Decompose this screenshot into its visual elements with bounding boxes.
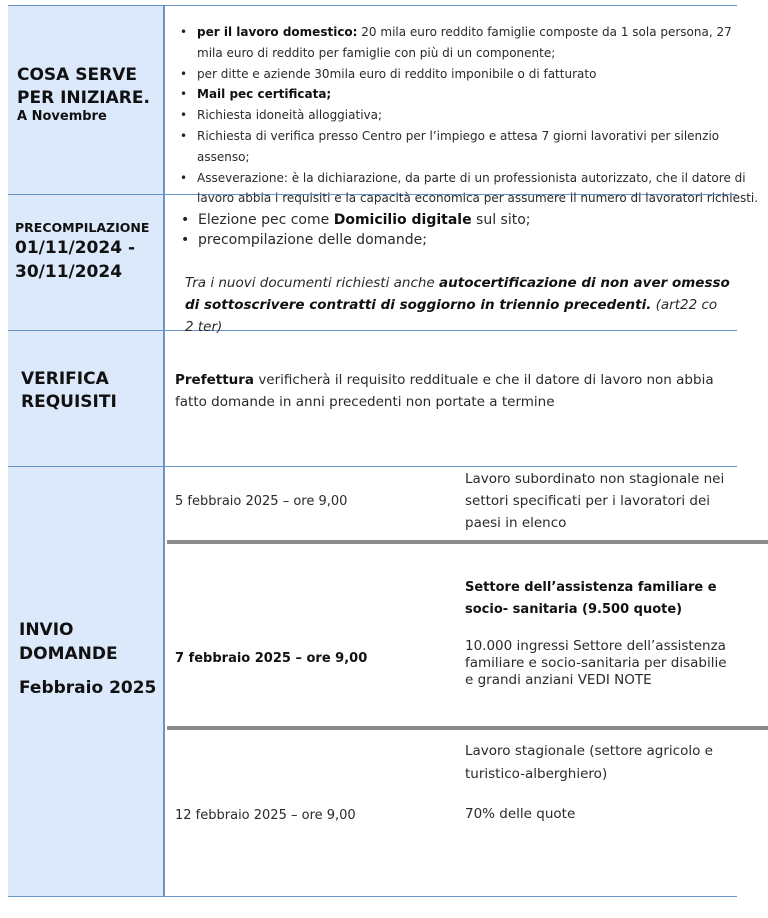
precompilazione-heading: PRECOMPILAZIONE bbox=[15, 220, 150, 235]
invio-row-2-desc-bold: Settore dell’assistenza familiare e socio- sanitaria (9.500 quote) bbox=[465, 580, 717, 617]
invio-title-line1: INVIO bbox=[19, 620, 74, 640]
cosa-serve-heading bbox=[17, 64, 150, 110]
verifica-title-line1: VERIFICA bbox=[21, 369, 109, 389]
invio-row-1-desc: Lavoro subordinato non stagionale nei settori specificati per i lavoratori dei paesi in elenco bbox=[465, 471, 725, 531]
list-item: • precompilazione delle domande; bbox=[176, 230, 736, 250]
cosa-serve-subtitle: A Novembre bbox=[17, 109, 107, 124]
date-start: 01/11/2024 - bbox=[15, 238, 136, 258]
precompilazione-list bbox=[176, 210, 736, 250]
invio-row-3-desc: Lavoro stagionale (settore agricolo e turistico-alberghiero) bbox=[465, 743, 713, 782]
invio-heading bbox=[19, 618, 156, 700]
row-separator-2 bbox=[167, 726, 768, 730]
divider-top bbox=[8, 5, 737, 6]
list-item: • Mail pec certificata; bbox=[175, 84, 760, 105]
verifica-title-line2: REQUISITI bbox=[21, 392, 117, 412]
cosa-title-line1: COSA SERVE bbox=[17, 65, 137, 85]
date-end: 30/11/2024 bbox=[15, 262, 123, 282]
verifica-heading bbox=[21, 368, 117, 414]
cosa-title-line2: PER INIZIARE. bbox=[17, 88, 150, 108]
divider-bottom bbox=[8, 896, 737, 897]
invio-row-2-desc: 10.000 ingressi Settore dell’assistenza familiare e socio-sanitaria per disabilie e grandi anziani VEDI NOTE bbox=[465, 638, 727, 688]
list-item: • Asseverazione: è la dichiarazione, da parte di un professionista autorizzato, che il datore di lavoro abbia i requisiti e la capacità economica per assumere il numero di lavoratori richiesti. bbox=[175, 168, 760, 210]
invio-row-3-date: 12 febbraio 2025 – ore 9,00 bbox=[175, 808, 356, 823]
list-item: • Richiesta idoneità alloggiativa; bbox=[175, 105, 760, 126]
list-item: • Richiesta di verifica presso Centro per l’impiego e attesa 7 giorni lavorativi per silenzio assenso; bbox=[175, 126, 760, 168]
invio-row-3-desc2: 70% delle quote bbox=[465, 806, 576, 822]
requirements-list bbox=[175, 22, 760, 209]
row-separator-1 bbox=[167, 540, 768, 544]
invio-row-1-date: 5 febbraio 2025 – ore 9,00 bbox=[175, 494, 348, 509]
invio-row-2-date: 7 febbraio 2025 – ore 9,00 bbox=[175, 651, 368, 666]
list-item: • per ditte e aziende 30mila euro di reddito imponibile o di fatturato bbox=[175, 64, 760, 85]
section-header-column bbox=[8, 5, 165, 897]
precompilazione-note: Tra i nuovi documenti richiesti anche autocertificazione di non aver omesso di sottoscrivere contratti di soggiorno in triennio precedenti. (art22 co 2 ter) bbox=[185, 275, 730, 335]
precompilazione-dates bbox=[15, 236, 135, 284]
invio-title-line2: DOMANDE bbox=[19, 644, 118, 664]
invio-title-line3: Febbraio 2025 bbox=[19, 678, 157, 698]
list-item: • Elezione pec come Domicilio digitale sul sito; bbox=[176, 210, 736, 230]
divider-3 bbox=[8, 466, 737, 467]
verifica-text: Prefettura verificherà il requisito reddituale e che il datore di lavoro non abbia fatto domande in anni precedenti non portate a termine bbox=[175, 372, 714, 410]
list-item: • per il lavoro domestico: 20 mila euro reddito famiglie composte da 1 sola persona, 27 mila euro di reddito per famiglie con più di un componente; bbox=[175, 22, 760, 64]
